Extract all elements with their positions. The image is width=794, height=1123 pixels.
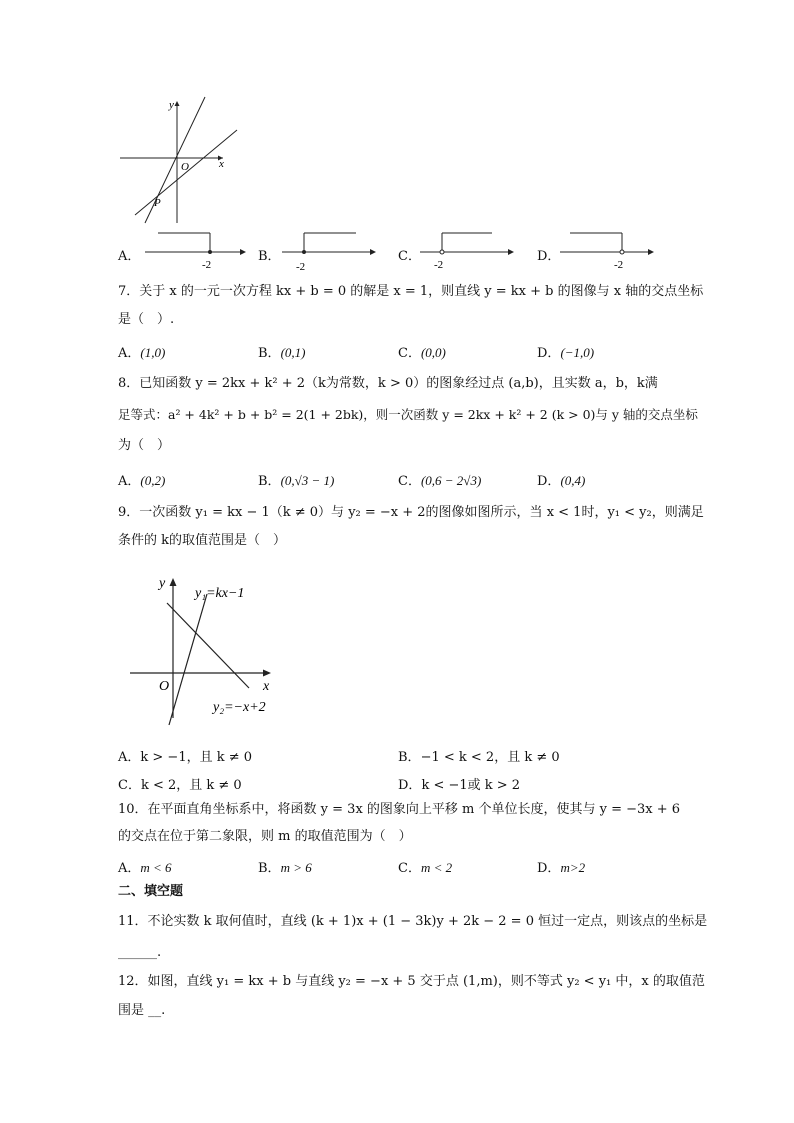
q9-option-c [118,774,242,793]
x-axis-arrow [263,670,271,677]
point-p-label: P [154,197,161,209]
q7-option-a [118,342,165,361]
option-value: (0,4) [560,473,586,488]
option-letter: C． [118,778,141,793]
q6-option-c-letter: C． [398,249,421,264]
origin-label: O [181,161,189,173]
q11-stem-line1: 11．不论实数 k 取何值时，直线 (k + 1)x + (1 − 3k)y + 2k − 2 = 0 恒过一定点，则该点的坐标是 [118,914,708,929]
q10-option-b [258,857,312,876]
q6-option-b-numberline [280,228,380,273]
option-letter: B． [258,861,281,876]
q6-option-d-letter: D． [537,249,561,264]
option-value: k < 2，且 k ≠ 0 [140,778,242,793]
y-axis-arrow [170,578,177,586]
line-y2 [167,603,249,688]
q9-option-d [398,774,520,793]
y2-label: y₂=−x+2 [213,700,266,715]
q8-option-d [537,470,585,489]
option-value: (0,√3 − 1) [280,473,335,488]
q6-option-a-numberline [140,228,250,273]
q6-option-b-tick: -2 [296,261,306,273]
q12-stem-line1: 12．如图，直线 y₁ = kx + b 与直线 y₂ = −x + 5 交于点 (1,m)，则不等式 y₂ < y₁ 中，x 的取值范 [118,974,705,989]
q6-option-a-letter: A． [118,249,141,264]
q10-stem-line2: 的交点在位于第二象限，则 m 的取值范围为（ ） [118,829,412,844]
q10-option-d [537,857,585,876]
option-letter: A． [118,750,141,765]
option-value: −1 < k < 2，且 k ≠ 0 [420,750,560,765]
y-axis-arrow [175,101,180,106]
option-value: (1,0) [140,345,166,360]
q6-option-c-numberline [418,228,518,273]
option-value: (−1,0) [560,345,595,360]
q7-option-d [537,342,594,361]
option-value: (0,1) [280,345,306,360]
q9-option-b [398,746,560,765]
q12-stem-line2: 围是 __. [118,1003,166,1018]
option-letter: A． [118,861,141,876]
q6-option-d-tick: -2 [614,259,624,271]
option-value: m < 6 [140,860,172,875]
option-letter: C． [398,474,421,489]
q9-option-a [118,746,252,765]
q11-stem-line2: ______. [118,945,162,960]
section-title-fill-in: 二、填空题 [118,884,184,899]
option-letter: B． [258,474,281,489]
option-letter: B． [398,750,421,765]
option-value: m > 6 [280,860,312,875]
top-coordinate-figure [115,95,245,230]
q8-option-c [398,470,481,489]
q10-stem-line1: 10．在平面直角坐标系中，将函数 y = 3x 的图象向上平移 m 个单位长度，使其与 y = −3x + 6 [118,802,681,817]
q8-stem-line2: 足等式：a² + 4k² + b + b² = 2(1 + 2bk)，则一次函数 y = 2kx + k² + 2 (k > 0)与 y 轴的交点坐标 [118,407,698,422]
q9-coordinate-figure [125,570,285,730]
option-value: (0,2) [140,473,166,488]
q6-option-b-letter: B． [258,249,281,264]
y-axis-label: y [169,99,174,111]
option-value: (0,6 − 2√3) [420,473,482,488]
q10-option-c [398,857,452,876]
option-value: m < 2 [420,860,453,875]
y-axis-label: y [159,576,166,591]
q6-option-c-tick: -2 [434,259,444,271]
option-letter: C． [398,861,421,876]
q7-option-b [258,342,305,361]
option-value: (0,0) [420,345,446,360]
q8-stem-line1: 8．已知函数 y = 2kx + k² + 2（k为常数，k > 0）的图象经过点 (a,b)，且实数 a，b，k满 [118,376,658,391]
q6-option-d-numberline [558,228,658,273]
y1-label: y₁=kx−1 [195,586,245,601]
option-letter: A． [118,474,141,489]
q7-option-c [398,342,446,361]
option-letter: D． [537,474,561,489]
option-letter: C． [398,346,421,361]
q6-option-a-tick: -2 [202,259,212,271]
q8-option-a [118,470,165,489]
option-letter: B． [258,346,281,361]
q8-stem-line3: 为（ ） [118,438,171,453]
q7-stem-line2: 是（ ）. [118,312,175,327]
line-y1 [169,594,207,725]
option-letter: A． [118,346,141,361]
x-axis-label: x [219,158,224,170]
x-axis-label: x [263,679,270,694]
q8-option-b [258,470,334,489]
option-letter: D． [537,861,561,876]
q9-stem-line2: 条件的 k的取值范围是（ ） [118,533,287,548]
q10-option-a [118,857,172,876]
q7-stem-line1: 7．关于 x 的一元一次方程 kx + b = 0 的解是 x = 1，则直线 y = kx + b 的图像与 x 轴的交点坐标 [118,284,704,299]
option-value: k < −1或 k > 2 [421,778,521,793]
option-value: m>2 [560,860,586,875]
option-value: k > −1，且 k ≠ 0 [140,750,253,765]
q9-stem-line1: 9．一次函数 y₁ = kx − 1（k ≠ 0）与 y₂ = −x + 2的图像如图所示，当 x < 1时，y₁ < y₂，则满足 [118,505,704,520]
option-letter: D． [398,778,422,793]
origin-label: O [159,679,170,694]
option-letter: D． [537,346,561,361]
